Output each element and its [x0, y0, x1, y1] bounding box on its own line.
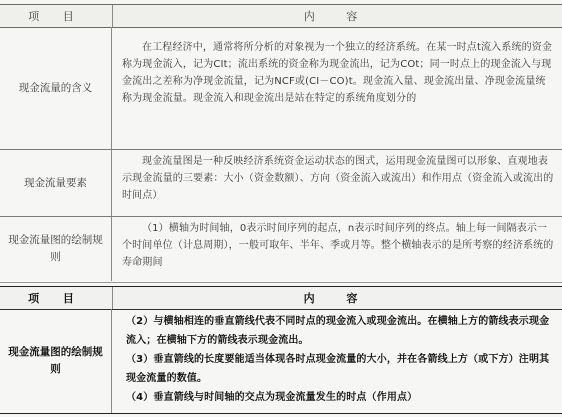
table-row: [0, 217, 562, 281]
row-content: 现金流量图是一种反映经济系统资金运动状态的图式，运用现金流量图可以形象、直观地表示现金流量的三要素：大小（资金数额）、方向（资金流入或流出）和作用点（资金流入或流出的时间点）: [122, 156, 554, 201]
row-item-label: 现金流量要素: [0, 150, 112, 216]
header-content: 内 容: [303, 10, 372, 23]
rule-paragraph-3: （3）垂直箭线的长度要能适当体现各时点现金流量的大小，并在各箭线上方（或下方）注明其现金流量的数值。: [126, 354, 550, 384]
row-item-label: 现金流量的含义: [0, 27, 112, 149]
row-content: 在工程经济中，通常将所分析的对象视为一个独立的经济系统。在某一时点t流入系统的资金称为现金流入，记为CIt；流出系统的资金称为现金流出，记为COt；同一时点上的现金流入与现金流出之差称为净现金流量，记为NCF或(CI－CO)t。现金流入量、现金流出量、净现金流量统称为现金流量。现金流入和现金流出是站在特定的系统角度划分的: [122, 42, 553, 104]
table-row: [0, 150, 562, 217]
rule-paragraph-2: （2）与横轴相连的垂直箭线代表不同时点的现金流入或现金流出。在横轴上方的箭线表示现金流入；在横轴下方的箭线表示现金流出。: [126, 316, 550, 346]
table-row: [0, 27, 562, 150]
row-content: （1）横轴为时间轴，0表示时间序列的起点，n表示时间序列的终点。轴上每一间隔表示一个时间单位（计息周期），一般可取年、半年、季或月等。整个横轴表示的是所考察的经济系统的寿命期间: [122, 223, 554, 268]
table-row: [0, 309, 562, 414]
header-item: 项 目: [0, 287, 113, 309]
row-item-label: 现金流量图的绘制规则: [0, 217, 112, 281]
row-content: [112, 309, 562, 413]
row-item-label: 现金流量图的绘制规则: [0, 309, 112, 413]
section-divider: [0, 282, 562, 283]
header-content: 内 容: [303, 292, 372, 305]
table-header: [0, 286, 562, 310]
table-header: [0, 4, 562, 28]
rule-paragraph-4: （4）垂直箭线与时间轴的交点为现金流量发生的时点（作用点）: [126, 392, 418, 403]
header-item: 项 目: [0, 5, 113, 27]
